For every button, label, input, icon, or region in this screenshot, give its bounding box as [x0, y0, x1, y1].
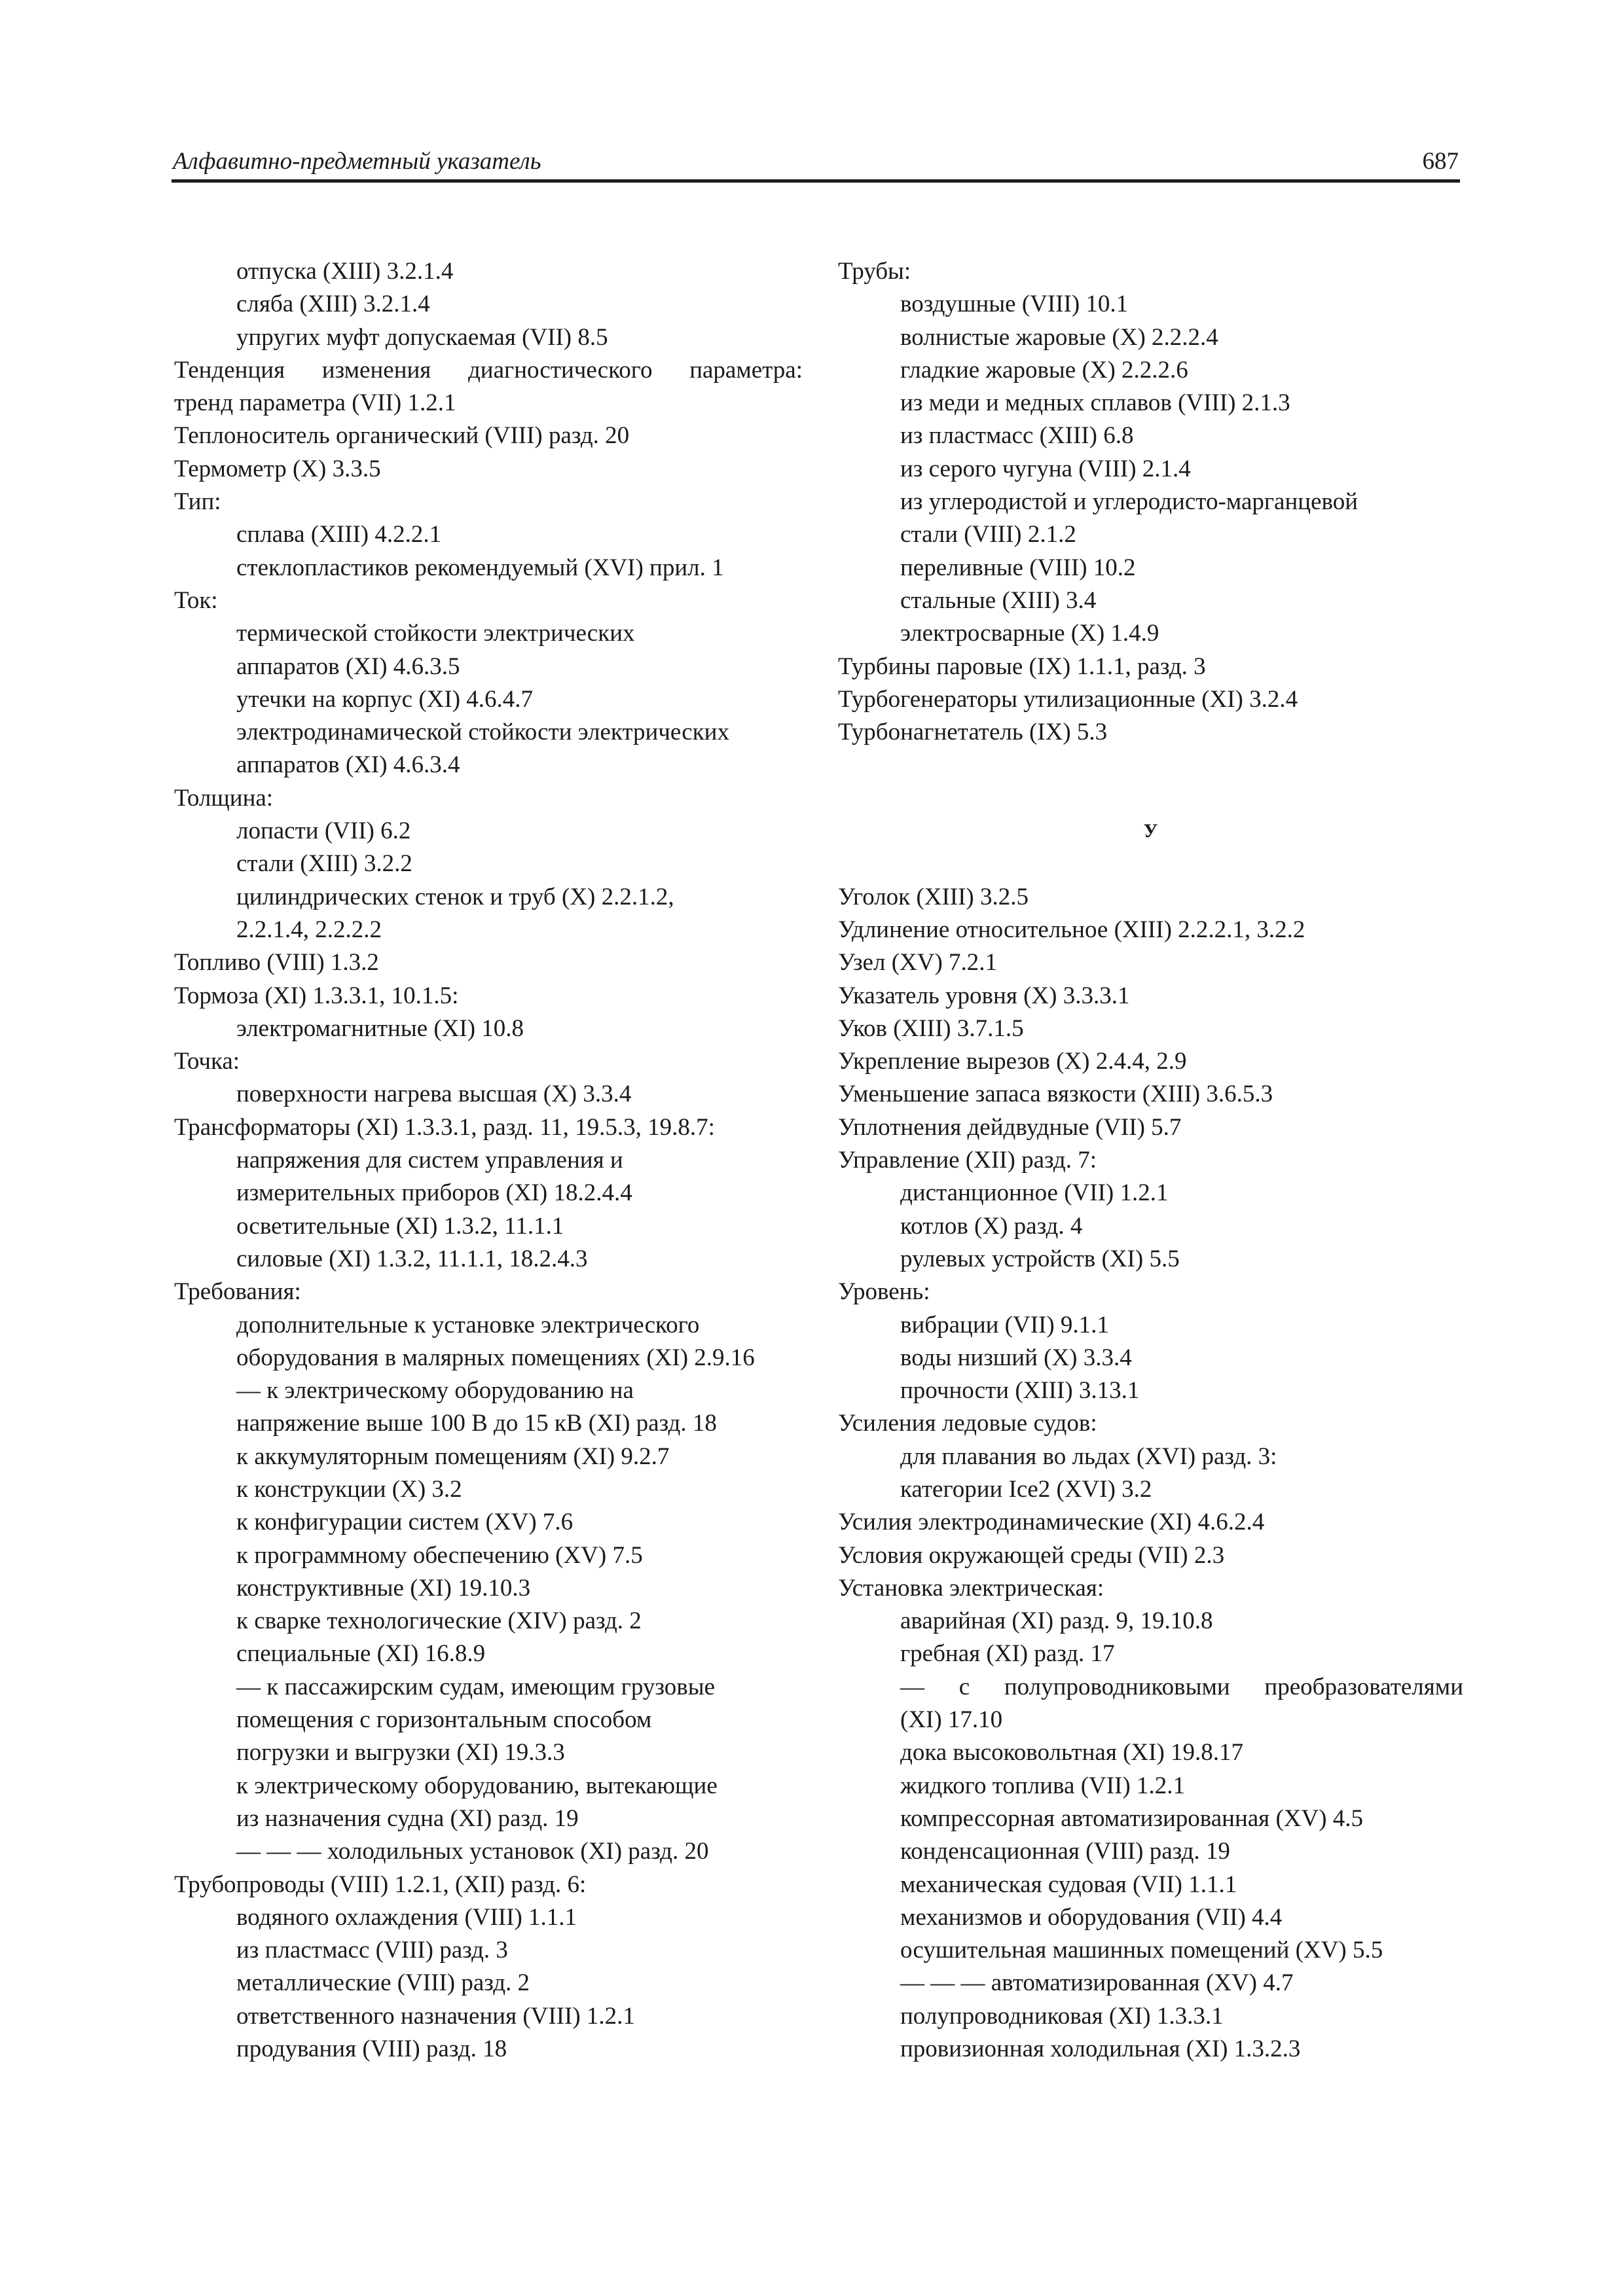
index-entry: Уплотнения дейдвудные (VII) 5.7 [838, 1113, 1182, 1141]
index-subentry: сляба (XIII) 3.2.1.4 [236, 291, 430, 318]
spacer [838, 782, 1463, 815]
index-entry: Удлинение относительное (XIII) 2.2.2.1, 3.2.2 [838, 916, 1305, 943]
index-subentry: к аккумуляторным помещениям (XI) 9.2.7 [236, 1443, 670, 1470]
index-subentry: металлические (VIII) разд. 2 [236, 1969, 530, 1997]
index-subentry: воды низший (X) 3.3.4 [900, 1344, 1132, 1371]
index-entry: Уменьшение запаса вязкости (XIII) 3.6.5.3 [838, 1081, 1273, 1108]
index-subentry: стальные (XIII) 3.4 [900, 586, 1097, 614]
index-subentry: — с полупроводниковыми преобразователями [900, 1673, 1463, 1700]
index-entry: Условия окружающей среды (VII) 2.3 [838, 1541, 1225, 1569]
index-entry: Трансформаторы (XI) 1.3.3.1, разд. 11, 19.5.3, 19.8.7: [174, 1113, 715, 1141]
spacer [838, 749, 1463, 781]
index-entry: Тормоза (XI) 1.3.3.1, 10.1.5: [174, 982, 459, 1009]
index-subentry: 2.2.1.4, 2.2.2.2 [236, 916, 382, 943]
index-subentry: напряжения для систем управления и [236, 1147, 623, 1174]
index-subentry: категории Ice2 (XVI) 3.2 [900, 1475, 1152, 1503]
index-subentry: провизионная холодильная (XI) 1.3.2.3 [900, 2036, 1301, 2063]
index-subentry: дистанционное (VII) 1.2.1 [900, 1179, 1169, 1207]
index-subentry: волнистые жаровые (X) 2.2.2.4 [900, 323, 1218, 351]
index-subentry: электродинамической стойкости электрических [236, 719, 729, 746]
index-subentry: из пластмасс (XIII) 6.8 [900, 422, 1134, 450]
index-subentry: (XI) 17.10 [900, 1706, 1003, 1734]
index-subentry: аппаратов (XI) 4.6.3.5 [236, 653, 460, 680]
spacer [838, 848, 1463, 880]
index-entry: тренд параметра (VII) 1.2.1 [174, 389, 456, 417]
index-subentry: конструктивные (XI) 19.10.3 [236, 1574, 531, 1602]
index-entry: Термометр (X) 3.3.5 [174, 455, 381, 482]
index-subentry: гребная (XI) разд. 17 [900, 1640, 1115, 1668]
index-subentry: воздушные (VIII) 10.1 [900, 291, 1129, 318]
index-entry: Уровень: [838, 1278, 930, 1306]
index-subentry: к электрическому оборудованию, вытекающие [236, 1772, 718, 1799]
index-entry: Ток: [174, 586, 218, 614]
page-number: 687 [1422, 148, 1459, 175]
index-entry: Турбонагнетатель (IX) 5.3 [838, 719, 1108, 746]
index-subentry: к конфигурации систем (XV) 7.6 [236, 1509, 574, 1536]
index-subentry: стеклопластиков рекомендуемый (XVI) прил. 1 [236, 554, 724, 581]
section-letter: У [1143, 820, 1158, 842]
index-entry: Толщина: [174, 784, 274, 812]
index-subentry: отпуска (XIII) 3.2.1.4 [236, 258, 454, 285]
index-entry: Тип: [174, 488, 221, 516]
index-subentry: из назначения судна (XI) разд. 19 [236, 1804, 579, 1832]
index-subentry: — к пассажирским судам, имеющим грузовые [236, 1673, 715, 1700]
index-entry: Теплоноситель органический (VIII) разд. 20 [174, 422, 630, 450]
index-subentry: оборудования в малярных помещениях (XI) 2.9.16 [236, 1344, 755, 1371]
index-entry: Турбогенераторы утилизационные (XI) 3.2.4 [838, 685, 1298, 713]
index-subentry: к программному обеспечению (XV) 7.5 [236, 1541, 643, 1569]
index-subentry: осушительная машинных помещений (XV) 5.5 [900, 1937, 1383, 1964]
index-subentry: компрессорная автоматизированная (XV) 4.5 [900, 1804, 1364, 1832]
index-subentry: силовые (XI) 1.3.2, 11.1.1, 18.2.4.3 [236, 1245, 588, 1272]
index-entry: Тенденция изменения диагностического параметра: [174, 356, 803, 384]
index-subentry: механизмов и оборудования (VII) 4.4 [900, 1903, 1283, 1931]
index-subentry: полупроводниковая (XI) 1.3.3.1 [900, 2002, 1224, 2030]
index-entry: Указатель уровня (X) 3.3.3.1 [838, 982, 1130, 1009]
index-subentry: напряжение выше 100 В до 15 кВ (XI) разд. 18 [236, 1410, 717, 1437]
index-subentry: аварийная (XI) разд. 9, 19.10.8 [900, 1607, 1213, 1635]
index-column-left [174, 255, 803, 2066]
index-entry: Требования: [174, 1278, 301, 1306]
index-subentry: конденсационная (VIII) разд. 19 [900, 1838, 1230, 1865]
index-subentry: термической стойкости электрических [236, 620, 635, 647]
index-subentry: лопасти (VII) 6.2 [236, 817, 411, 845]
index-subentry: стали (XIII) 3.2.2 [236, 850, 412, 878]
index-entry: Трубопроводы (VIII) 1.2.1, (XII) разд. 6: [174, 1871, 587, 1898]
index-subentry: к сварке технологические (XIV) разд. 2 [236, 1607, 642, 1635]
index-subentry: из серого чугуна (VIII) 2.1.4 [900, 455, 1191, 482]
index-subentry: продувания (VIII) разд. 18 [236, 2036, 507, 2063]
index-subentry: из углеродистой и углеродисто-марганцевой [900, 488, 1359, 516]
index-subentry: поверхности нагрева высшая (X) 3.3.4 [236, 1081, 632, 1108]
index-subentry: гладкие жаровые (X) 2.2.2.6 [900, 356, 1188, 384]
index-subentry: электромагнитные (XI) 10.8 [236, 1014, 524, 1042]
index-subentry: жидкого топлива (VII) 1.2.1 [900, 1772, 1185, 1799]
index-subentry: дополнительные к установке электрического [236, 1311, 700, 1338]
index-subentry: стали (VIII) 2.1.2 [900, 521, 1076, 548]
index-subentry: дока высоковольтная (XI) 19.8.17 [900, 1739, 1244, 1767]
index-subentry: специальные (XI) 16.8.9 [236, 1640, 486, 1668]
index-entry: Уголок (XIII) 3.2.5 [838, 883, 1029, 910]
index-subentry: рулевых устройств (XI) 5.5 [900, 1245, 1180, 1272]
index-entry: Усилия электродинамические (XI) 4.6.2.4 [838, 1509, 1265, 1536]
index-subentry: прочности (XIII) 3.13.1 [900, 1377, 1140, 1405]
index-subentry: переливные (VIII) 10.2 [900, 554, 1136, 581]
index-subentry: цилиндрических стенок и труб (X) 2.2.1.2, [236, 883, 674, 910]
index-entry: Турбины паровые (IX) 1.1.1, разд. 3 [838, 653, 1206, 680]
index-subentry: измерительных приборов (XI) 18.2.4.4 [236, 1179, 632, 1207]
index-entry: Установка электрическая: [838, 1574, 1104, 1602]
index-subentry: осветительные (XI) 1.3.2, 11.1.1 [236, 1212, 564, 1240]
index-subentry: — — — автоматизированная (XV) 4.7 [900, 1969, 1294, 1997]
index-entry: Узел (XV) 7.2.1 [838, 949, 998, 977]
index-subentry: котлов (X) разд. 4 [900, 1212, 1083, 1240]
header-title: Алфавитно-предметный указатель [173, 148, 541, 175]
index-subentry: ответственного назначения (VIII) 1.2.1 [236, 2002, 635, 2030]
index-subentry: механическая судовая (VII) 1.1.1 [900, 1871, 1237, 1898]
index-entry: Управление (XII) разд. 7: [838, 1147, 1097, 1174]
index-subentry: упругих муфт допускаемая (VII) 8.5 [236, 323, 608, 351]
index-entry: Точка: [174, 1048, 240, 1075]
index-entry: Укрепление вырезов (X) 2.4.4, 2.9 [838, 1048, 1187, 1075]
index-entry: Уков (XIII) 3.7.1.5 [838, 1014, 1024, 1042]
index-subentry: сплава (XIII) 4.2.2.1 [236, 521, 442, 548]
index-entry: Топливо (VIII) 1.3.2 [174, 949, 379, 977]
index-subentry: электросварные (X) 1.4.9 [900, 620, 1159, 647]
index-subentry: — к электрическому оборудованию на [236, 1377, 634, 1405]
index-subentry: для плавания во льдах (XVI) разд. 3: [900, 1443, 1277, 1470]
index-subentry: из пластмасс (VIII) разд. 3 [236, 1937, 508, 1964]
index-entry: Усиления ледовые судов: [838, 1410, 1097, 1437]
index-subentry: водяного охлаждения (VIII) 1.1.1 [236, 1903, 577, 1931]
index-subentry: из меди и медных сплавов (VIII) 2.1.3 [900, 389, 1290, 417]
running-header [172, 141, 1460, 183]
index-subentry: помещения с горизонтальным способом [236, 1706, 652, 1734]
index-subentry: к конструкции (X) 3.2 [236, 1475, 462, 1503]
index-subentry: утечки на корпус (XI) 4.6.4.7 [236, 685, 534, 713]
index-subentry: погрузки и выгрузки (XI) 19.3.3 [236, 1739, 565, 1767]
index-subentry: — — — холодильных установок (XI) разд. 20 [236, 1838, 709, 1865]
index-column-right [838, 255, 1463, 2066]
index-subentry: вибрации (VII) 9.1.1 [900, 1311, 1109, 1338]
index-subentry: аппаратов (XI) 4.6.3.4 [236, 751, 460, 779]
index-entry: Трубы: [838, 258, 911, 285]
